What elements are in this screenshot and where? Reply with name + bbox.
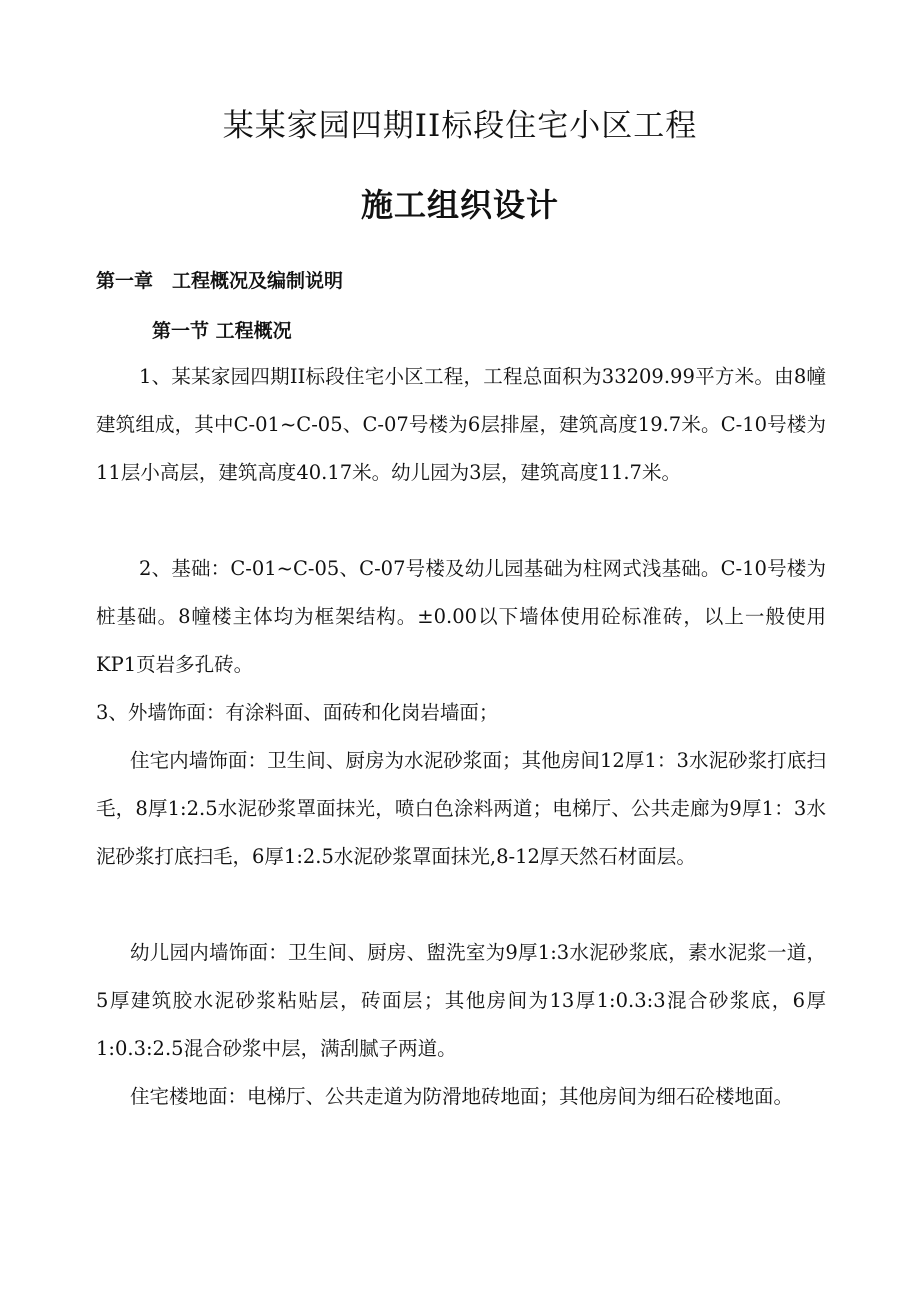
document-title: 某某家园四期II标段住宅小区工程 [222,108,698,144]
chapter-heading: 第一章 工程概况及编制说明 [96,270,344,292]
paragraph-overview: 1、某某家园四期II标段住宅小区工程，工程总面积为33209.99平方米。由8幢建筑组成，其中C-01~C-05、C-07号楼为6层排屋，建筑高度19.7米。C-10号楼为11层小高层，建筑高度40.17米。幼儿园为3层，建筑高度11.7米。 [96,365,826,484]
section-heading: 第一节 工程概况 [152,320,292,342]
paragraph-residential-interior: 住宅内墙饰面：卫生间、厨房为水泥砂浆面；其他房间12厚1：3水泥砂浆打底扫毛，8厚1:2.5水泥砂浆罩面抹光，喷白色涂料两道；电梯厅、公共走廊为9厚1：3水泥砂浆打底扫毛，6厚1:2.5水泥砂浆罩面抹光,8-12厚天然石材面层。 [96,749,826,868]
document-subtitle: 施工组织设计 [360,186,559,224]
paragraph-exterior-finish: 3、外墙饰面：有涂料面、面砖和化岗岩墙面； [96,701,499,724]
paragraph-residential-floor: 住宅楼地面：电梯厅、公共走道为防滑地砖地面；其他房间为细石砼楼地面。 [130,1085,794,1108]
paragraph-kindergarten-interior: 幼儿园内墙饰面：卫生间、厨房、盥洗室为9厚1:3水泥砂浆底，素水泥浆一道，5厚建筑胶水泥砂浆粘贴层，砖面层；其他房间为13厚1:0.3:3混合砂浆底，6厚1:0.3:2.5混合砂浆中层，满刮腻子两道。 [96,941,826,1060]
paragraph-foundation: 2、基础：C-01~C-05、C-07号楼及幼儿园基础为柱网式浅基础。C-10号楼为桩基础。8幢楼主体均为框架结构。±0.00以下墙体使用砼标准砖，以上一般使用KP1页岩多孔砖。 [96,557,826,676]
